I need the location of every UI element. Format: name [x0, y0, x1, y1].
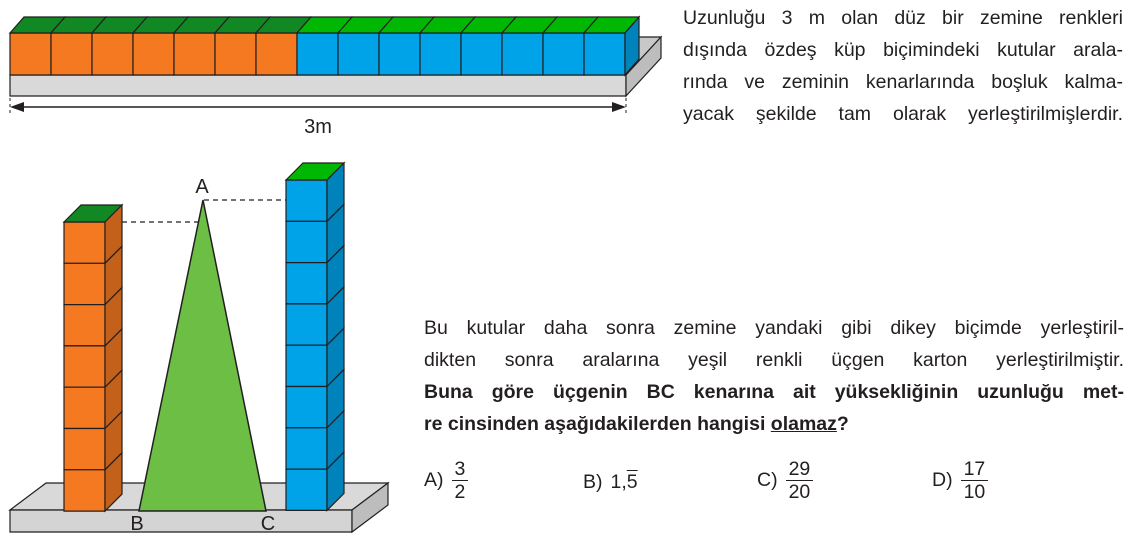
point-b-label: B [130, 513, 144, 535]
cube-front-face [256, 33, 297, 75]
cube-front-face [286, 304, 327, 345]
point-a-label: A [195, 176, 209, 198]
cube-front-face [92, 33, 133, 75]
answer-options [0, 458, 1133, 508]
cube-front-face [286, 221, 327, 262]
top-cubes-group [10, 17, 639, 75]
cube-front-face [338, 33, 379, 75]
denominator: 10 [963, 481, 986, 503]
numerator: 3 [452, 458, 469, 481]
length-label: 3m [304, 116, 332, 138]
cube-front-face [461, 33, 502, 75]
cube-front-face [64, 263, 105, 304]
repeating-digit: 5 [626, 471, 638, 493]
option-d[interactable] [932, 458, 988, 503]
option-decimal [611, 471, 638, 494]
option-letter: A) [424, 469, 444, 491]
denominator: 20 [788, 481, 811, 503]
intro-line: rında ve zeminin kenarlarında boşluk kalma- [683, 71, 1123, 93]
option-b[interactable] [583, 471, 638, 494]
cube-front-face [64, 346, 105, 387]
intro-line: Uzunluğu 3 m olan düz bir zemine renkleri [683, 7, 1123, 29]
option-letter: B) [583, 471, 603, 493]
decimal-whole: 1, [610, 471, 627, 493]
cube-front-face [297, 33, 338, 75]
cube-front-face [174, 33, 215, 75]
numerator: 17 [961, 458, 989, 481]
cube-front-face [543, 33, 584, 75]
cube-front-face [64, 222, 105, 263]
bottom-platform-front-face [10, 510, 352, 532]
option-c[interactable] [757, 458, 813, 503]
denominator: 2 [454, 481, 466, 503]
numerator: 29 [786, 458, 814, 481]
cube-front-face [420, 33, 461, 75]
cube-front-face [133, 33, 174, 75]
dimension-arrow-right [612, 102, 626, 112]
cube-front-face [64, 305, 105, 346]
question-line-2 [424, 408, 1124, 440]
option-letter: C) [757, 469, 778, 491]
option-letter: D) [932, 469, 953, 491]
dimension-arrow-left [10, 102, 24, 112]
cube-front-face [215, 33, 256, 75]
cube-front-face [51, 33, 92, 75]
question-line: Buna göre üçgenin BC kenarına ait yüksekliğinin uzunluğu met- [424, 381, 1124, 403]
top-platform-front-face [10, 75, 626, 96]
option-fraction [786, 458, 814, 503]
body-line: dikten sonra aralarına yeşil renkli üçgen karton yerleştirilmiştir. [424, 349, 1124, 371]
cube-front-face [286, 345, 327, 386]
option-a[interactable] [424, 458, 468, 503]
body-line: Bu kutular daha sonra zemine yandaki gibi dikey biçimde yerleştiril- [424, 317, 1124, 339]
cube-front-face [286, 180, 327, 221]
cube-front-face [286, 263, 327, 304]
question-text: re cinsinden aşağıdakilerden hangisi [424, 413, 771, 435]
question-underlined-word: olamaz [770, 413, 837, 435]
horizontal-cube-row-figure [10, 17, 661, 138]
question-paragraph [424, 312, 1124, 440]
cube-front-face [286, 387, 327, 428]
intro-line: yacak şekilde tam olarak yerleştirilmişlerdir. [683, 103, 1123, 125]
intro-paragraph [683, 2, 1123, 130]
cube-front-face [379, 33, 420, 75]
question-mark: ? [836, 413, 849, 435]
intro-line: dışında özdeş küp biçimindeki kutular arala- [683, 39, 1123, 61]
cube-front-face [584, 33, 625, 75]
cube-front-face [10, 33, 51, 75]
cube-front-face [64, 387, 105, 428]
option-fraction [452, 458, 469, 503]
option-fraction [961, 458, 989, 503]
cube-front-face [502, 33, 543, 75]
point-c-label: C [260, 513, 276, 535]
